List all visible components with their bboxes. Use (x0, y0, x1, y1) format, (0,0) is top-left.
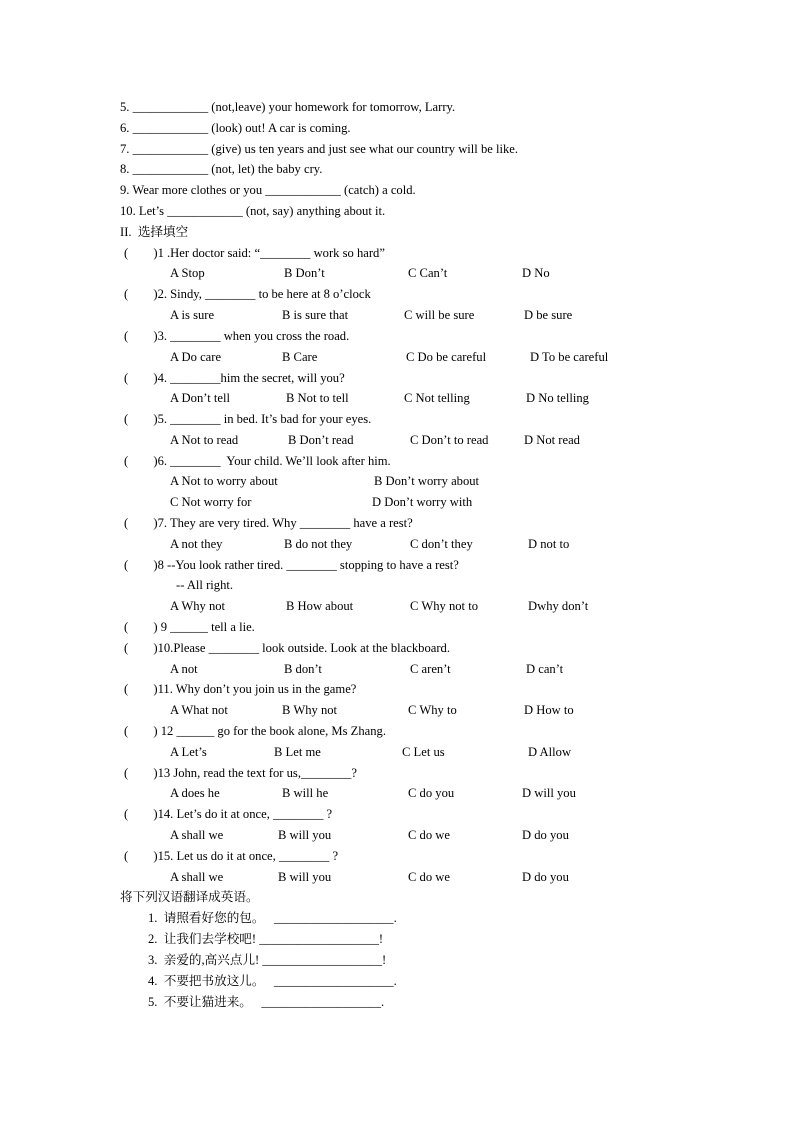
option: A Let’s (170, 745, 207, 759)
option: A Stop (170, 266, 205, 280)
option: D do you (522, 828, 569, 842)
section-2-title: II. 选择填空 (120, 225, 189, 239)
question-stem: ( )4. ________him the secret, will you? (124, 371, 345, 385)
option: A is sure (170, 308, 215, 322)
option: C do you (408, 786, 455, 800)
option: D To be careful (530, 350, 609, 364)
option: D can’t (526, 662, 564, 676)
translation-item: 3. 亲爱的,高兴点儿! ___________________! (148, 953, 387, 967)
option: A Not to worry about (170, 474, 278, 488)
option: A Do care (170, 350, 222, 364)
question-stem: ( )10.Please ________ look outside. Look at the blackboard. (124, 641, 450, 655)
option: C do we (408, 828, 450, 842)
option: C Don’t to read (410, 433, 489, 447)
option: B Why not (282, 703, 338, 717)
option: C will be sure (404, 308, 475, 322)
option: C Not telling (404, 391, 470, 405)
option: C Let us (402, 745, 445, 759)
option: C Do be careful (406, 350, 487, 364)
option: D Don’t worry with (372, 495, 473, 509)
translation-item: 4. 不要把书放这儿。 ___________________. (148, 974, 397, 988)
option: B How about (286, 599, 354, 613)
option: B Don’t read (288, 433, 354, 447)
option: A shall we (170, 870, 224, 884)
option: D not to (528, 537, 570, 551)
option: C Not worry for (170, 495, 252, 509)
option: D Not read (524, 433, 580, 447)
option: A What not (170, 703, 228, 717)
option: B Not to tell (286, 391, 349, 405)
question-stem: ( ) 9 ______ tell a lie. (124, 620, 255, 634)
fill-item-10: 10. Let’s ____________ (not, say) anything about it. (120, 204, 386, 218)
option: B don’t (284, 662, 322, 676)
option: D No (522, 266, 550, 280)
option: D will you (522, 786, 576, 800)
option: C Why not to (410, 599, 478, 613)
question-stem: ( )15. Let us do it at once, ________ ? (124, 849, 339, 863)
option: B will he (282, 786, 329, 800)
option: B Don’t worry about (374, 474, 480, 488)
question-stem: ( )5. ________ in bed. It’s bad for your eyes. (124, 412, 372, 426)
fill-item-5: 5. ____________ (not,leave) your homework for tomorrow, Larry. (120, 100, 456, 114)
translation-item: 2. 让我们去学校吧! ___________________! (148, 932, 384, 946)
question-stem: ( )14. Let’s do it at once, ________ ? (124, 807, 333, 821)
question-stem: ( )11. Why don’t you join us in the game? (124, 682, 357, 696)
option: D be sure (524, 308, 573, 322)
option: A not they (170, 537, 223, 551)
option: C don’t they (410, 537, 473, 551)
option: D No telling (526, 391, 589, 405)
option: B is sure that (282, 308, 349, 322)
translation-item: 5. 不要让猫进来。 ___________________. (148, 995, 385, 1009)
fill-item-8: 8. ____________ (not, let) the baby cry. (120, 162, 323, 176)
question-stem: ( )2. Sindy, ________ to be here at 8 o’clock (124, 287, 371, 301)
option: Dwhy don’t (528, 599, 589, 613)
option: C Can’t (408, 266, 448, 280)
option: C aren’t (410, 662, 451, 676)
question-stem: ( ) 12 ______ go for the book alone, Ms Zhang. (124, 724, 386, 738)
section-3-title: 将下列汉语翻译成英语。 (120, 890, 259, 904)
fill-item-6: 6. ____________ (look) out! A car is coming. (120, 121, 351, 135)
option: D Allow (528, 745, 572, 759)
translation-item: 1. 请照看好您的包。 ___________________. (148, 911, 397, 925)
option: A Not to read (170, 433, 239, 447)
option: A does he (170, 786, 220, 800)
fill-item-7: 7. ____________ (give) us ten years and just see what our country will be like. (120, 142, 519, 156)
question-stem: ( )6. ________ Your child. We’ll look after him. (124, 454, 391, 468)
option: D How to (524, 703, 574, 717)
question-stem: ( )13 John, read the text for us,________? (124, 766, 357, 780)
option: C Why to (408, 703, 457, 717)
option: B Don’t (284, 266, 325, 280)
option: A shall we (170, 828, 224, 842)
option: C do we (408, 870, 450, 884)
option: A Don’t tell (170, 391, 230, 405)
fill-item-9: 9. Wear more clothes or you ____________ (catch) a cold. (120, 183, 416, 197)
question-stem: ( )7. They are very tired. Why ________ have a rest? (124, 516, 413, 530)
question-extra-line: -- All right. (176, 578, 234, 592)
option: D do you (522, 870, 569, 884)
option: B Let me (274, 745, 321, 759)
question-stem: ( )8 --You look rather tired. ________ stopping to have a rest? (124, 558, 459, 572)
option: B Care (282, 350, 318, 364)
option: B do not they (284, 537, 353, 551)
option: A Why not (170, 599, 226, 613)
option: B will you (278, 828, 332, 842)
option: B will you (278, 870, 332, 884)
question-stem: ( )3. ________ when you cross the road. (124, 329, 350, 343)
option: A not (170, 662, 198, 676)
question-stem: ( )1 .Her doctor said: “________ work so hard” (124, 246, 385, 260)
